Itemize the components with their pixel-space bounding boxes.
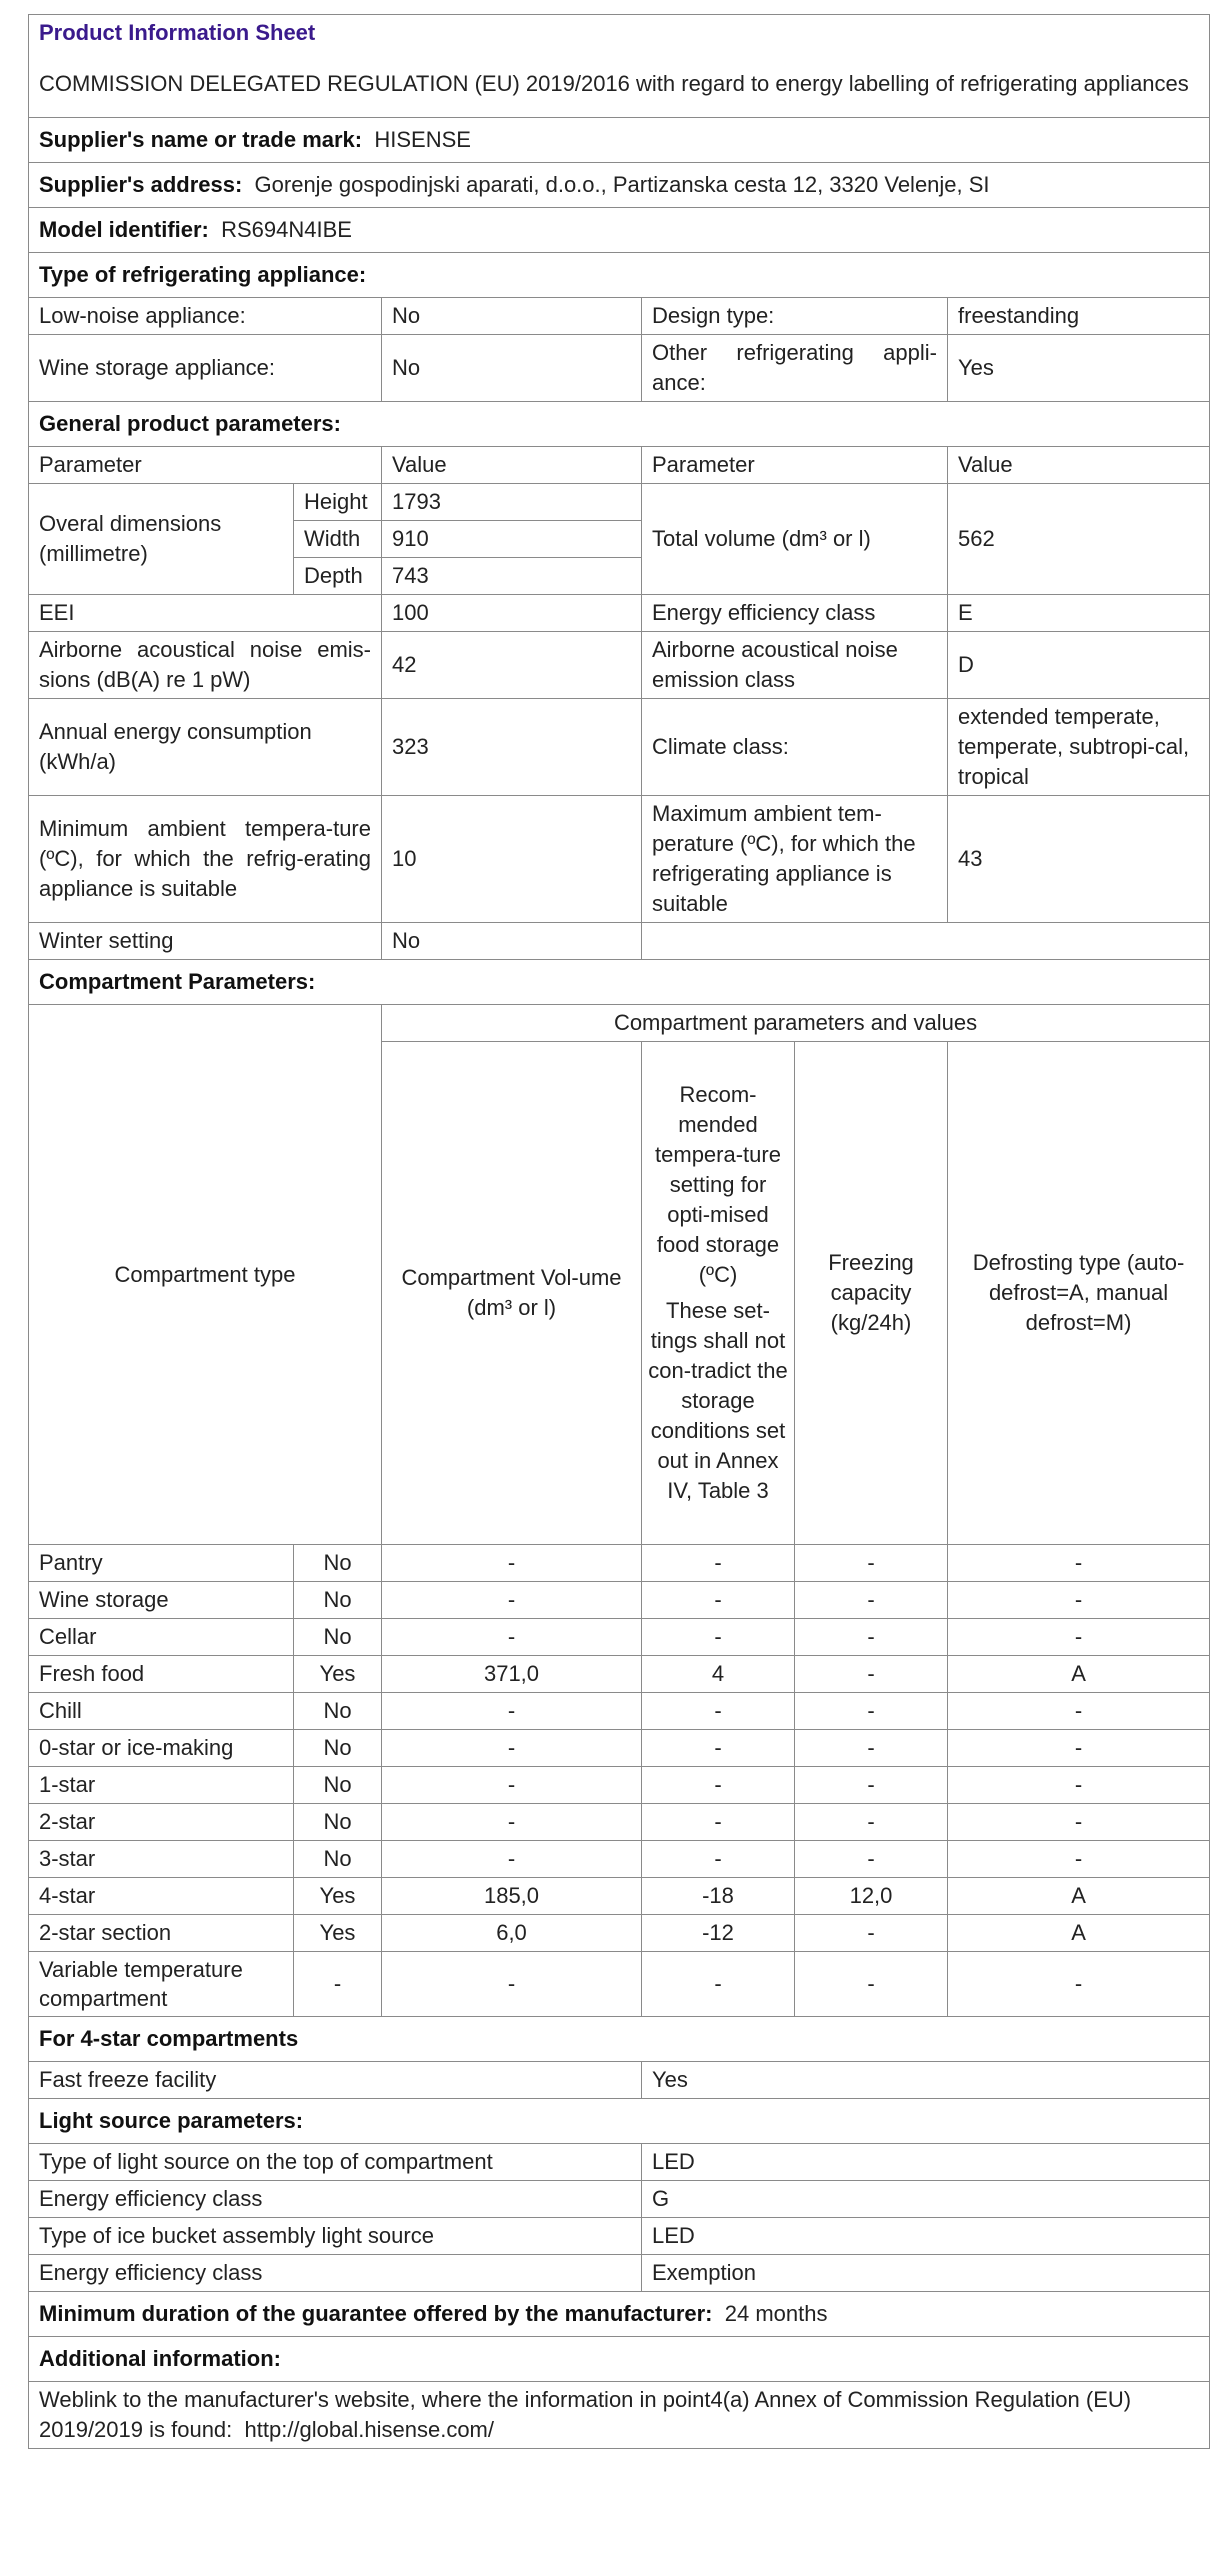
- compartment-volume: -: [382, 1619, 642, 1656]
- supplier-name-value: HISENSE: [374, 127, 471, 152]
- design-type-value: freestanding: [948, 298, 1210, 335]
- compartment-volume: -: [382, 1804, 642, 1841]
- compartment-volume: -: [382, 1952, 642, 2017]
- col-value-2: Value: [948, 447, 1210, 484]
- compartment-name: 2-star section: [29, 1915, 294, 1952]
- dimensions-label: Overal dimensions (millimetre): [29, 484, 294, 595]
- compartment-volume: 185,0: [382, 1878, 642, 1915]
- fast-freeze-label: Fast freeze facility: [29, 2062, 642, 2099]
- empty-cell: [642, 923, 1210, 960]
- compartment-defrost: -: [948, 1767, 1210, 1804]
- col-defrost-type: Defrosting type (auto-defrost=A, manual defrost=M): [948, 1042, 1210, 1545]
- light-ee1-value: G: [642, 2181, 1210, 2218]
- col-compartment-volume: Compartment Vol-ume (dm³ or l): [382, 1042, 642, 1545]
- climate-class-label: Climate class:: [642, 699, 948, 796]
- compartment-temp: 4: [642, 1656, 795, 1693]
- compartment-row: [29, 1878, 1210, 1915]
- compartment-present: Yes: [294, 1656, 382, 1693]
- compartment-name: 4-star: [29, 1878, 294, 1915]
- col-compartment-type: Compartment type: [29, 1005, 382, 1545]
- supplier-name-row: [29, 118, 1210, 163]
- compartment-row: [29, 1915, 1210, 1952]
- light-ee2-value: Exemption: [642, 2255, 1210, 2292]
- compartment-volume: -: [382, 1841, 642, 1878]
- col-recommended-temp: [642, 1042, 795, 1545]
- width-value: 910: [382, 521, 642, 558]
- compartment-row: [29, 1545, 1210, 1582]
- compartment-volume: -: [382, 1730, 642, 1767]
- compartment-defrost: A: [948, 1656, 1210, 1693]
- compartment-present: No: [294, 1545, 382, 1582]
- four-star-heading: For 4-star compartments: [29, 2017, 1210, 2062]
- light-ee2-label: Energy efficiency class: [29, 2255, 642, 2292]
- model-value: RS694N4IBE: [221, 217, 352, 242]
- eei-value: 100: [382, 595, 642, 632]
- manufacturer-weblink[interactable]: http://global.hisense.com/: [244, 2417, 494, 2442]
- supplier-address-row: [29, 163, 1210, 208]
- compartment-temp: -: [642, 1730, 795, 1767]
- total-volume-label: Total volume (dm³ or l): [642, 484, 948, 595]
- compartment-group-header: Compartment parameters and values: [382, 1005, 1210, 1042]
- eei-label: EEI: [29, 595, 382, 632]
- height-value: 1793: [382, 484, 642, 521]
- col-freezing-capacity: Freezing capacity (kg/24h): [795, 1042, 948, 1545]
- annual-energy-label: Annual energy consumption (kWh/a): [29, 699, 382, 796]
- compartment-freezing: -: [795, 1545, 948, 1582]
- compartment-present: No: [294, 1841, 382, 1878]
- compartment-present: No: [294, 1804, 382, 1841]
- compartment-volume: -: [382, 1693, 642, 1730]
- ee-class-label: Energy efficiency class: [642, 595, 948, 632]
- additional-text: Weblink to the manufacturer's website, where the information in point4(a) Annex of Commission Regulation (EU) 2019/2019 is found: http://global.hisense.com/: [29, 2382, 1210, 2449]
- compartment-present: No: [294, 1693, 382, 1730]
- winter-setting-label: Winter setting: [29, 923, 382, 960]
- noise-class-label: Airborne acoustical noise emission class: [642, 632, 948, 699]
- guarantee-value: 24 months: [724, 2301, 828, 2326]
- low-noise-value: No: [382, 298, 642, 335]
- compartment-defrost: A: [948, 1878, 1210, 1915]
- compartment-row: [29, 1582, 1210, 1619]
- compartment-freezing: -: [795, 1804, 948, 1841]
- compartment-volume: -: [382, 1767, 642, 1804]
- noise-label: Airborne acoustical noise emis-sions (dB(A) re 1 pW): [29, 632, 382, 699]
- compartment-row: [29, 1693, 1210, 1730]
- compartment-temp: -: [642, 1693, 795, 1730]
- additional-heading: Additional information:: [29, 2337, 1210, 2382]
- compartment-present: Yes: [294, 1878, 382, 1915]
- fast-freeze-value: Yes: [642, 2062, 1210, 2099]
- compartment-name: 1-star: [29, 1767, 294, 1804]
- compartment-freezing: -: [795, 1582, 948, 1619]
- compartment-defrost: -: [948, 1952, 1210, 2017]
- compartment-freezing: -: [795, 1841, 948, 1878]
- compartment-freezing: -: [795, 1767, 948, 1804]
- page-title: Product Information Sheet: [29, 15, 1210, 52]
- col-parameter-2: Parameter: [642, 447, 948, 484]
- max-temp-label: Maximum ambient tem-perature (ºC), for which the refrigerating appliance is suitable: [642, 796, 948, 923]
- col-temp-note: These set-tings shall not con-tradict the storage conditions set out in Annex IV, Table 3: [648, 1298, 788, 1503]
- compartment-present: No: [294, 1730, 382, 1767]
- supplier-address-label: Supplier's address:: [39, 172, 243, 197]
- compartment-name: 2-star: [29, 1804, 294, 1841]
- compartment-temp: -: [642, 1952, 795, 2017]
- sheet-table: [28, 14, 1210, 2449]
- compartment-name: 3-star: [29, 1841, 294, 1878]
- compartment-row: [29, 1767, 1210, 1804]
- compartment-defrost: A: [948, 1915, 1210, 1952]
- wine-storage-value: No: [382, 335, 642, 402]
- compartment-temp: -: [642, 1582, 795, 1619]
- compartment-volume: 6,0: [382, 1915, 642, 1952]
- compartment-temp: -: [642, 1545, 795, 1582]
- supplier-address-value: Gorenje gospodinjski aparati, d.o.o., Partizanska cesta 12, 3320 Velenje, SI: [254, 172, 990, 197]
- other-appliance-value: Yes: [948, 335, 1210, 402]
- compartment-temp: -: [642, 1804, 795, 1841]
- compartment-temp: -: [642, 1841, 795, 1878]
- guarantee-row: [29, 2292, 1210, 2337]
- compartment-row: [29, 1841, 1210, 1878]
- col-value: Value: [382, 447, 642, 484]
- model-row: [29, 208, 1210, 253]
- compartment-volume: -: [382, 1582, 642, 1619]
- min-temp-value: 10: [382, 796, 642, 923]
- compartment-defrost: -: [948, 1841, 1210, 1878]
- compartment-freezing: 12,0: [795, 1878, 948, 1915]
- climate-class-value: extended temperate, temperate, subtropi-cal, tropical: [948, 699, 1210, 796]
- model-label: Model identifier:: [39, 217, 209, 242]
- low-noise-label: Low-noise appliance:: [29, 298, 382, 335]
- compartment-temp: -: [642, 1767, 795, 1804]
- compartment-defrost: -: [948, 1582, 1210, 1619]
- design-type-label: Design type:: [642, 298, 948, 335]
- regulation-text: COMMISSION DELEGATED REGULATION (EU) 2019/2016 with regard to energy labelling of refrigerating appliances: [29, 51, 1210, 118]
- type-heading: Type of refrigerating appliance:: [29, 253, 1210, 298]
- compartment-defrost: -: [948, 1804, 1210, 1841]
- depth-label: Depth: [294, 558, 382, 595]
- compartment-name: 0-star or ice-making: [29, 1730, 294, 1767]
- compartment-freezing: -: [795, 1693, 948, 1730]
- compartment-name: Variable temperature compartment: [29, 1952, 294, 2017]
- compartment-temp: -: [642, 1619, 795, 1656]
- compartment-defrost: -: [948, 1730, 1210, 1767]
- compartment-present: No: [294, 1582, 382, 1619]
- compartment-row: [29, 1730, 1210, 1767]
- light-heading: Light source parameters:: [29, 2099, 1210, 2144]
- compartment-row: [29, 1619, 1210, 1656]
- compartment-present: Yes: [294, 1915, 382, 1952]
- total-volume-value: 562: [948, 484, 1210, 595]
- winter-setting-value: No: [382, 923, 642, 960]
- compartment-heading: Compartment Parameters:: [29, 960, 1210, 1005]
- light-top-label: Type of light source on the top of compartment: [29, 2144, 642, 2181]
- compartment-row: [29, 1952, 1210, 2017]
- noise-value: 42: [382, 632, 642, 699]
- compartment-row: [29, 1804, 1210, 1841]
- compartment-present: No: [294, 1767, 382, 1804]
- annual-energy-value: 323: [382, 699, 642, 796]
- min-temp-label: Minimum ambient tempera-ture (ºC), for which the refrig-erating appliance is suitable: [29, 796, 382, 923]
- compartment-name: Cellar: [29, 1619, 294, 1656]
- compartment-defrost: -: [948, 1619, 1210, 1656]
- compartment-defrost: -: [948, 1545, 1210, 1582]
- compartment-defrost: -: [948, 1693, 1210, 1730]
- other-appliance-label: Other refrigerating appli-ance:: [642, 335, 948, 402]
- width-label: Width: [294, 521, 382, 558]
- compartment-freezing: -: [795, 1730, 948, 1767]
- compartment-rows: [29, 1545, 1210, 2017]
- light-ice-label: Type of ice bucket assembly light source: [29, 2218, 642, 2255]
- product-information-sheet: [28, 14, 1209, 2449]
- col-parameter: Parameter: [29, 447, 382, 484]
- general-heading: General product parameters:: [29, 402, 1210, 447]
- light-top-value: LED: [642, 2144, 1210, 2181]
- depth-value: 743: [382, 558, 642, 595]
- max-temp-value: 43: [948, 796, 1210, 923]
- col-recommended-temp-text: Recom-mended tempera-ture setting for opti-mised food storage (ºC): [655, 1082, 781, 1287]
- compartment-name: Chill: [29, 1693, 294, 1730]
- compartment-freezing: -: [795, 1656, 948, 1693]
- compartment-volume: -: [382, 1545, 642, 1582]
- wine-storage-label: Wine storage appliance:: [29, 335, 382, 402]
- compartment-freezing: -: [795, 1619, 948, 1656]
- light-ice-value: LED: [642, 2218, 1210, 2255]
- compartment-freezing: -: [795, 1952, 948, 2017]
- compartment-present: No: [294, 1619, 382, 1656]
- supplier-name-label: Supplier's name or trade mark:: [39, 127, 363, 152]
- compartment-name: Fresh food: [29, 1656, 294, 1693]
- compartment-volume: 371,0: [382, 1656, 642, 1693]
- compartment-temp: -12: [642, 1915, 795, 1952]
- compartment-row: [29, 1656, 1210, 1693]
- compartment-name: Pantry: [29, 1545, 294, 1582]
- compartment-name: Wine storage: [29, 1582, 294, 1619]
- noise-class-value: D: [948, 632, 1210, 699]
- guarantee-label: Minimum duration of the guarantee offered by the manufacturer:: [39, 2301, 713, 2326]
- ee-class-value: E: [948, 595, 1210, 632]
- light-ee1-label: Energy efficiency class: [29, 2181, 642, 2218]
- height-label: Height: [294, 484, 382, 521]
- compartment-present: -: [294, 1952, 382, 2017]
- compartment-temp: -18: [642, 1878, 795, 1915]
- compartment-freezing: -: [795, 1915, 948, 1952]
